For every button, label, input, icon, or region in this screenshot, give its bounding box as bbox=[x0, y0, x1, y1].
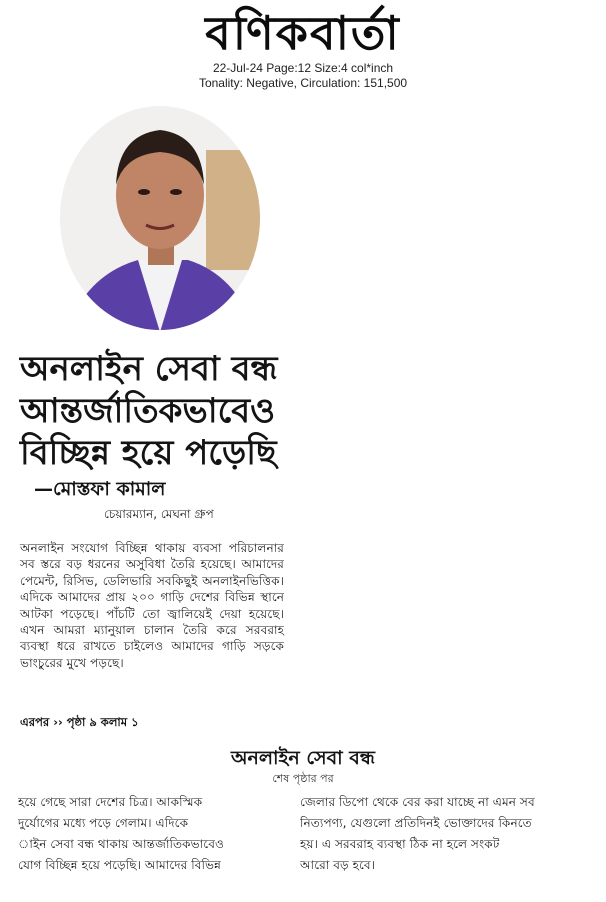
portrait-photo bbox=[56, 100, 268, 332]
article-body: অনলাইন সংযোগ বিচ্ছিন্ন থাকায় ব্যবসা পরিচালনার সব স্তরে বড় ধরনের অসুবিধা তৈরি হয়েছে। আমাদের পেমেন্ট, রিসিভ, ডেলিভারি সবকিছুই অনলাইনভিত্তিক। এদিকে আমাদের প্রায় ২০০ গাড়ি দেশের বিভিন্ন স্থানে আটকা পড়েছে। পাঁচটি তো জ্বালিয়েই দেয়া হয়েছে। এখন আমরা ম্যানুয়াল চালান তৈরি করে সরবরাহ ব্যবস্থা ধরে রাখতে চাইলেও আমাদের গাড়ি সড়কে ভাংচুরের মুখে পড়ছে। bbox=[20, 541, 284, 670]
headline bbox=[20, 348, 400, 474]
text-line: জেলার ডিপো থেকে বের করা যাচ্ছে না এমন সব bbox=[300, 795, 535, 809]
headline-line: বিচ্ছিন্ন হয়ে পড়েছি bbox=[20, 433, 277, 473]
byline: —মোস্তফা কামাল bbox=[34, 478, 166, 500]
clipping-meta-line1: 22-Jul-24 Page:12 Size:4 col*inch bbox=[212, 61, 394, 75]
clipping-meta-line2: Tonality: Negative, Circulation: 151,500 bbox=[198, 76, 408, 90]
continuation-left-column bbox=[18, 792, 304, 876]
text-line: হয়। এ সরবরাহ ব্যবস্থা ঠিক না হলে সংকট bbox=[300, 837, 500, 851]
headline-line: আন্তর্জাতিকভাবেও bbox=[20, 391, 276, 431]
text-line: াইন সেবা বন্ধ থাকায় আন্তর্জাতিকভাবেও bbox=[18, 837, 224, 851]
text-line: হয়ে গেছে সারা দেশের চিত্র। আকস্মিক bbox=[18, 795, 203, 809]
byline-role: চেয়ারম্যান, মেঘনা গ্রুপ bbox=[104, 507, 214, 521]
text-line: নিত্যপণ্য, যেগুলো প্রতিদিনই ভোক্তাদের কিনতে bbox=[300, 816, 532, 830]
text-line: আরো বড় হবে। bbox=[300, 858, 376, 872]
continuation-title: অনলাইন সেবা বন্ধ bbox=[231, 747, 375, 769]
newspaper-logo: বণিকবার্তা bbox=[205, 6, 401, 60]
text-line: যোগ বিচ্ছিন্ন হয়ে পড়েছি। আমাদের বিভিন্ন bbox=[18, 858, 222, 872]
continuation-subtitle: শেষ পৃষ্ঠার পর bbox=[272, 772, 334, 785]
headline-line: অনলাইন সেবা বন্ধ bbox=[20, 349, 278, 389]
continued-note: এরপর ›› পৃষ্ঠা ৯ কলাম ১ bbox=[20, 715, 139, 729]
continuation-right-column bbox=[300, 792, 590, 876]
text-line: দুর্যোগের মধ্যে পড়ে গেলাম। এদিকে bbox=[18, 816, 189, 830]
